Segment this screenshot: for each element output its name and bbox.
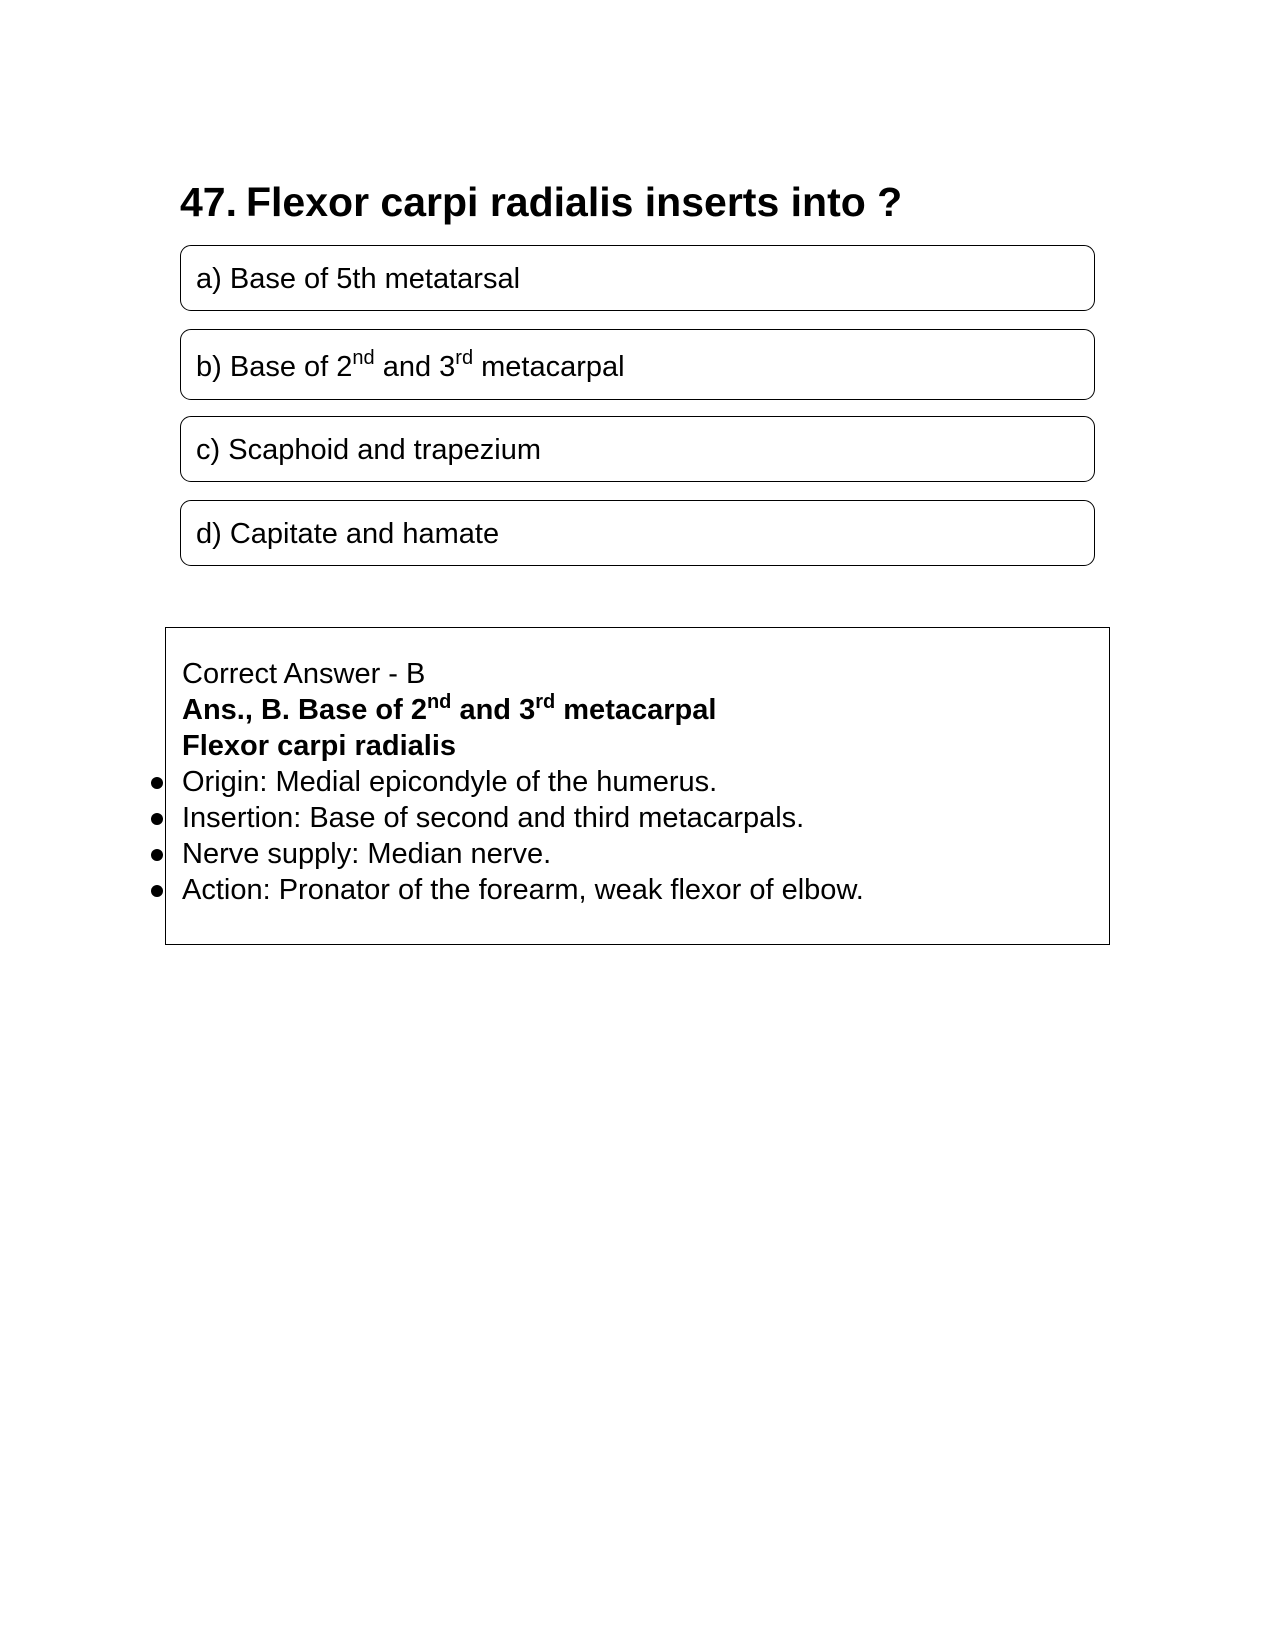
- list-item: Nerve supply: Median nerve.: [182, 836, 864, 872]
- question-title: [180, 178, 902, 226]
- answer-bullet-list: [182, 764, 864, 908]
- answer-content: [182, 656, 864, 908]
- bullet-icon: [151, 813, 163, 825]
- bullet-icon: [151, 849, 163, 861]
- option-label: d): [196, 518, 222, 550]
- list-item: Origin: Medial epicondyle of the humerus.: [182, 764, 864, 800]
- option-label: a): [196, 263, 222, 295]
- option-label: b): [196, 351, 222, 383]
- bullet-icon: [151, 885, 163, 897]
- option-text: Scaphoid and trapezium: [228, 434, 541, 466]
- option-c[interactable]: [180, 416, 1095, 482]
- option-text: Base of 2nd and 3rd metacarpal: [229, 347, 625, 383]
- bullet-icon: [151, 777, 163, 789]
- option-d[interactable]: [180, 500, 1095, 566]
- list-item: Action: Pronator of the forearm, weak flexor of elbow.: [182, 872, 864, 908]
- question-text: Flexor carpi radialis inserts into ?: [246, 179, 903, 225]
- answer-heading: Ans., B. Base of 2nd and 3rd metacarpal: [182, 691, 717, 726]
- option-text: Base of 5th metatarsal: [229, 263, 521, 295]
- question-number: 47.: [180, 179, 237, 225]
- list-item: Insertion: Base of second and third metacarpals.: [182, 800, 864, 836]
- option-a[interactable]: [180, 245, 1095, 311]
- correct-answer-line: Correct Answer - B: [182, 658, 426, 690]
- option-b[interactable]: [180, 329, 1095, 400]
- answer-subheading: Flexor carpi radialis: [182, 730, 457, 762]
- option-text: Capitate and hamate: [229, 518, 500, 550]
- option-label: c): [196, 434, 221, 466]
